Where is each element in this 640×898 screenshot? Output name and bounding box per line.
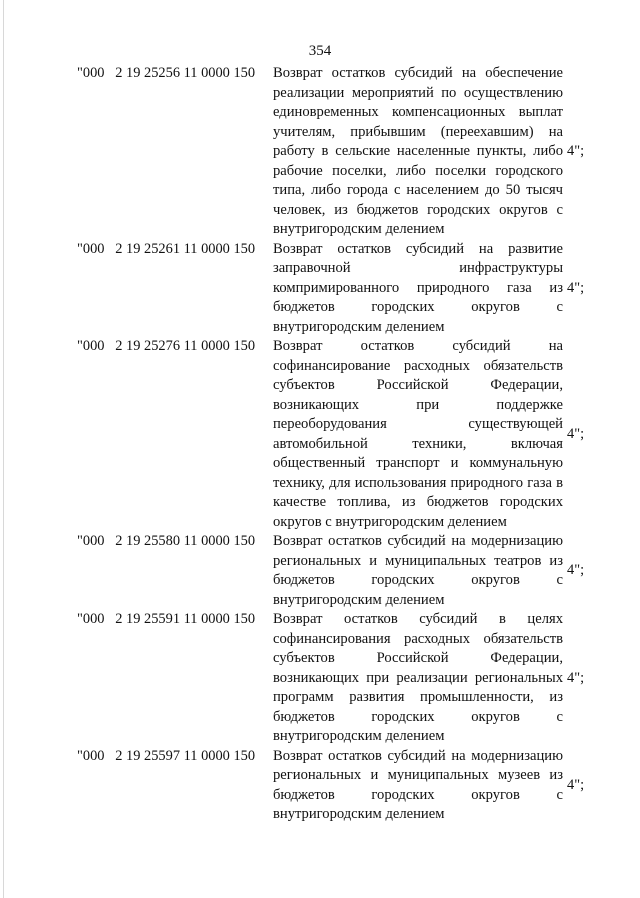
budget-code: "000 2 19 25580 11 0000 150: [77, 533, 256, 549]
list-item: [77, 337, 597, 532]
code-suffix: 4";: [567, 279, 585, 296]
budget-code: "000 2 19 25597 11 0000 150: [77, 747, 256, 764]
code-description: Возврат остатков субсидий в целях софинансирования расходных обязательств субъектов Российской Федерации, возникающих при реализации региональных программ развития промышленности, из бюджетов городских округов с внутригородским делением: [273, 611, 563, 744]
list-item: [77, 532, 597, 610]
code-description: Возврат остатков субсидий на модернизацию региональных и муниципальных театров из бюджетов городских округов с внутригородским делением: [273, 533, 563, 608]
code-suffix: 4";: [567, 143, 585, 159]
budget-code: "000 2 19 25256 11 0000 150: [77, 65, 256, 81]
code-description: Возврат остатков субсидий на обеспечение реализации мероприятий по осуществлению единовременных компенсационных выплат учителям, прибывшим (переехавшим) на работу в сельские населенные пункты, либо рабочие поселки, либо поселки городского типа, либо города с населением до 50 тысяч человек, из бюджетов городских округов с внутригородским делением: [273, 65, 563, 237]
code-suffix: 4";: [567, 669, 585, 686]
scan-edge-line: [3, 0, 4, 898]
code-description: Возврат остатков субсидий на модернизацию региональных и муниципальных музеев из бюджетов городских округов с внутригородским делением: [273, 747, 563, 822]
budget-code: "000 2 19 25276 11 0000 150: [77, 338, 256, 354]
list-item: [77, 64, 597, 240]
page-number: 354: [308, 43, 332, 59]
list-item: [77, 240, 597, 338]
list-item: [77, 610, 597, 747]
code-suffix: 4";: [567, 776, 585, 793]
code-description: Возврат остатков субсидий на софинансирование расходных обязательств субъектов Российской Федерации, возникающих при поддержке переоборудования существующей автомобильной техники, включая общественный транспорт и коммунальную технику, для использования природного газа в качестве топлива, из бюджетов городских округов с внутригородским делением: [273, 338, 563, 530]
budget-code: "000 2 19 25261 11 0000 150: [77, 240, 256, 257]
code-description: Возврат остатков субсидий на развитие заправочной инфраструктуры компримированного природного газа из бюджетов городских округов с внутригородским делением: [273, 240, 563, 335]
budget-code: "000 2 19 25591 11 0000 150: [77, 611, 256, 627]
list-item: [77, 747, 597, 825]
code-suffix: 4";: [567, 562, 585, 579]
code-suffix: 4";: [567, 425, 585, 442]
budget-code-list: [77, 64, 597, 825]
